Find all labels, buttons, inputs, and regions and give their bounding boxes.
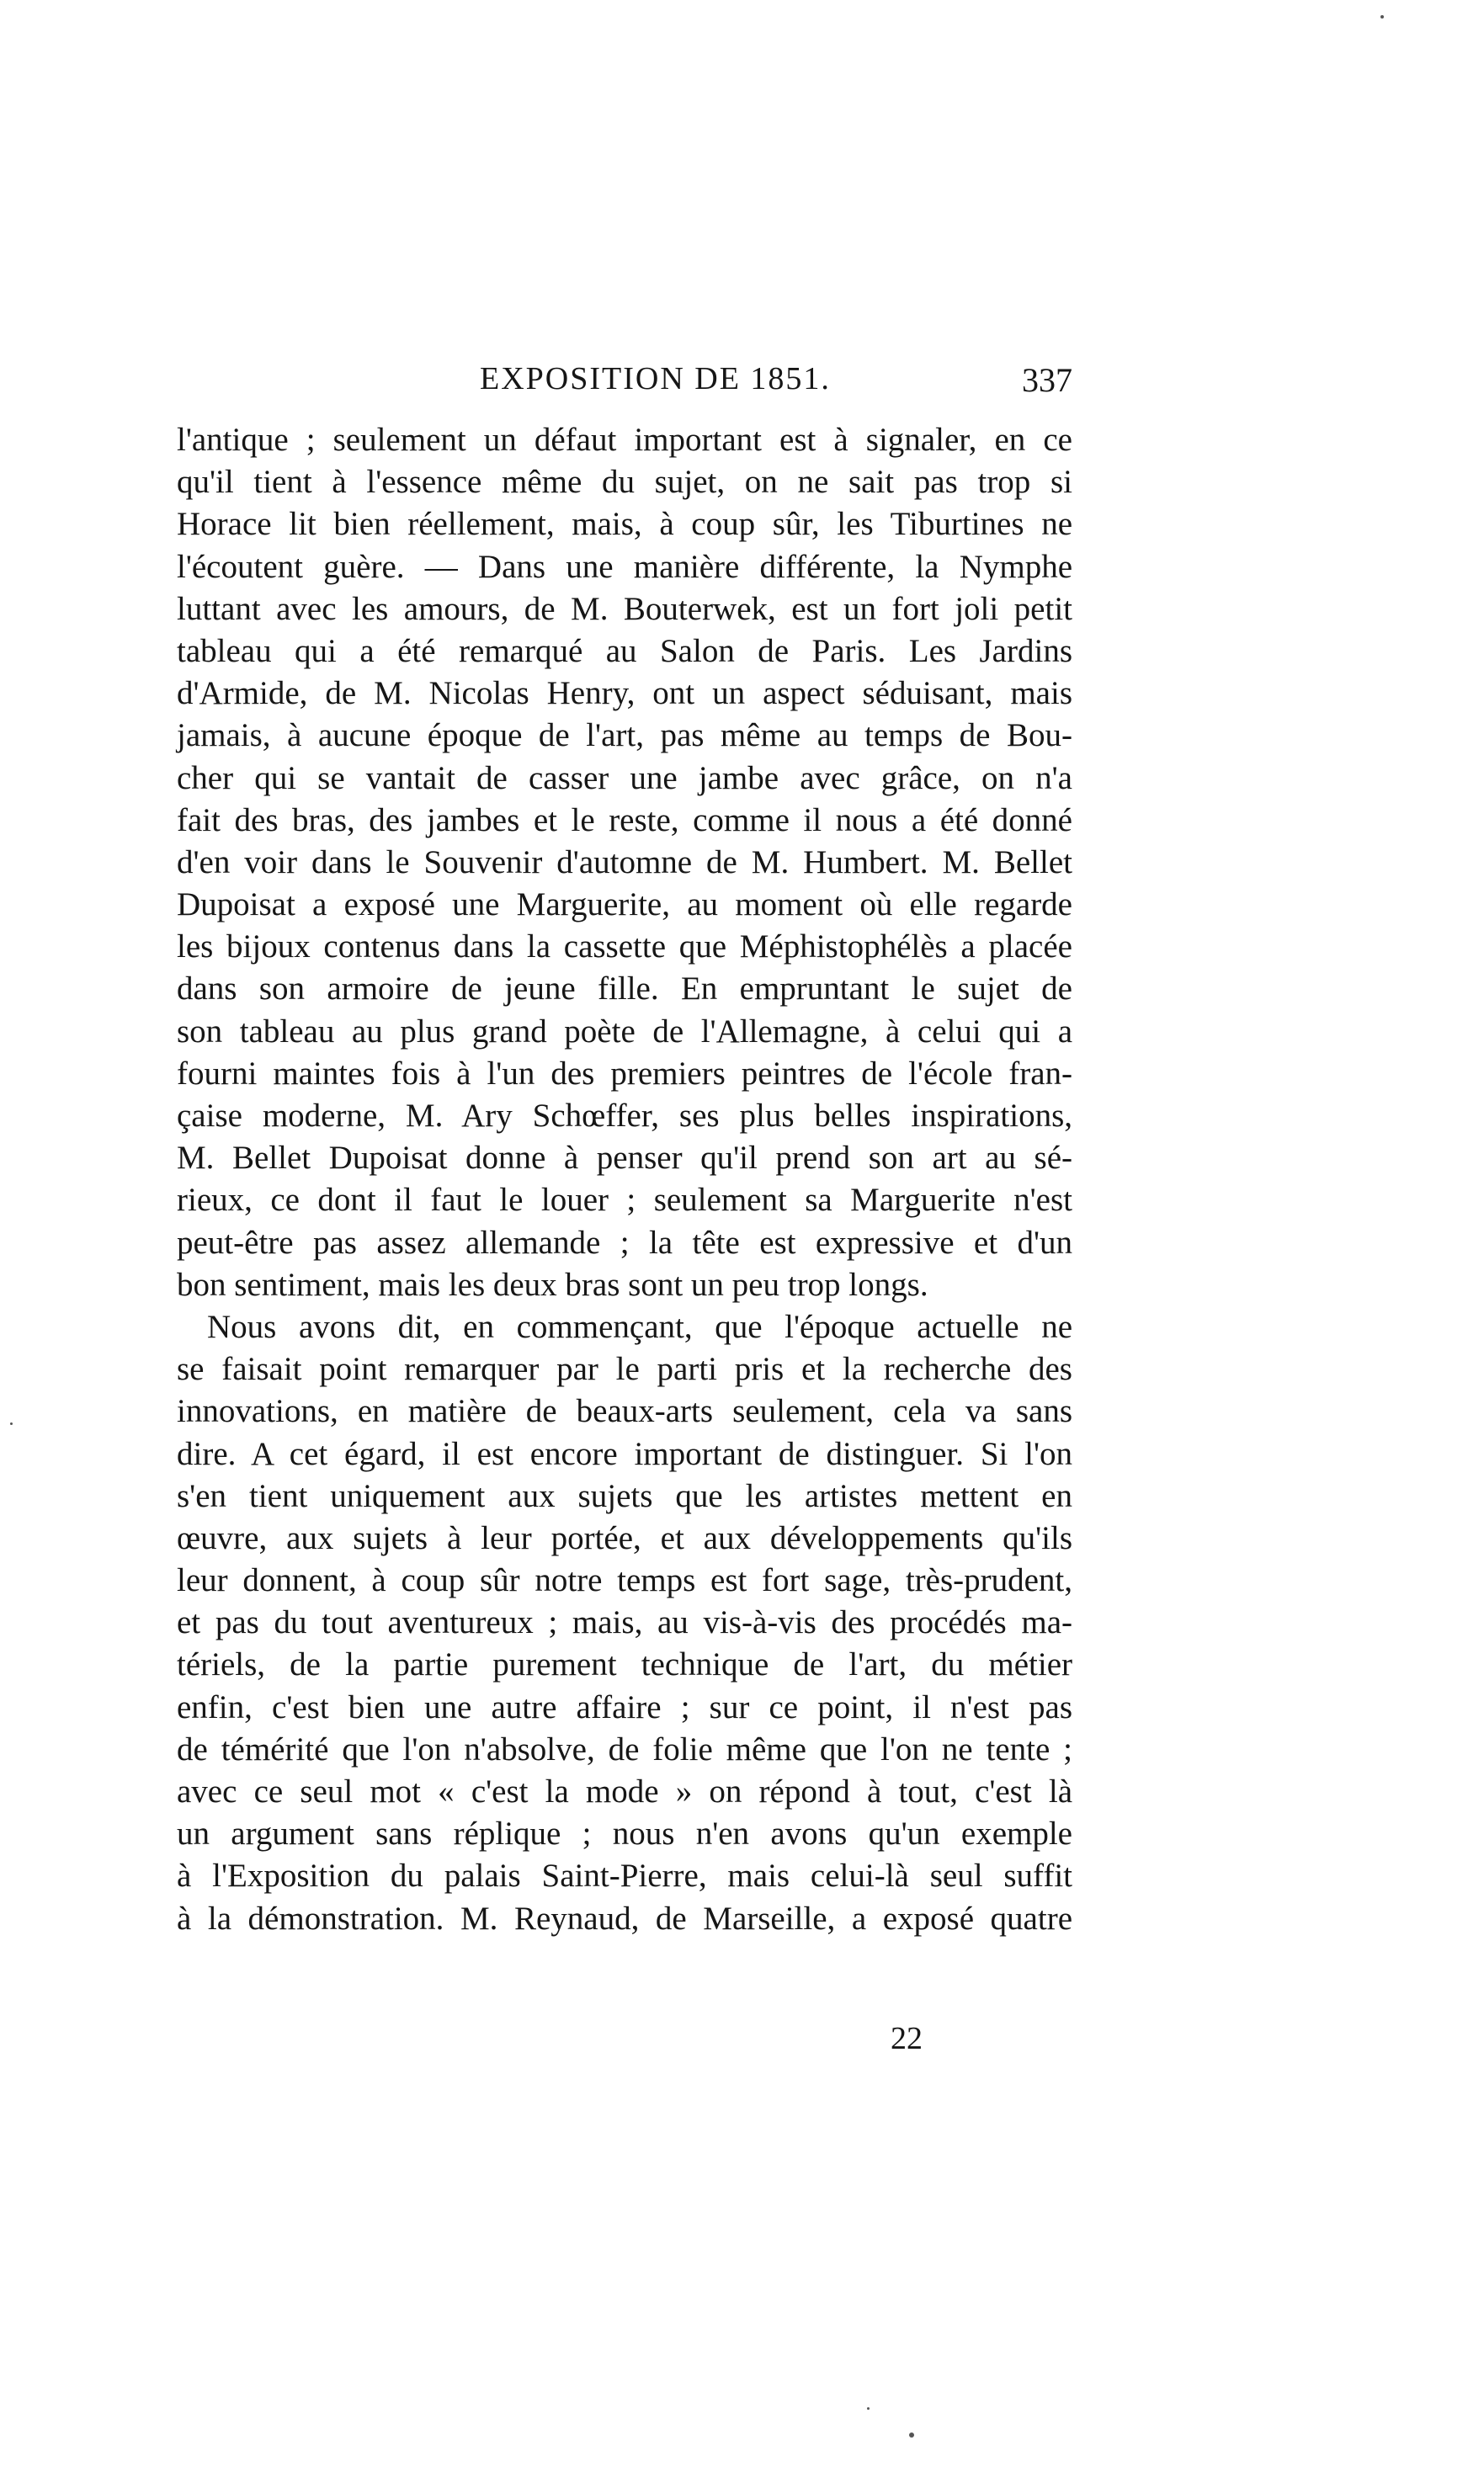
text-line: cher qui se vantait de casser une jambe avec grâce, on n'a <box>177 759 1072 796</box>
paper-speck <box>10 1422 13 1425</box>
text-line: se faisait point remarquer par le parti pris et la recherche des <box>177 1351 1072 1388</box>
text-line: avec ce seul mot « c'est la mode » on répond à tout, c'est là <box>177 1773 1072 1810</box>
text-line: çaise moderne, M. Ary Schœffer, ses plus belles inspirations, <box>177 1098 1072 1134</box>
text-line: et pas du tout aventureux ; mais, au vis-à-vis des procédés ma- <box>177 1604 1072 1641</box>
body-text <box>177 419 1072 1940</box>
page-number: 337 <box>1022 361 1072 399</box>
text-line: dire. A cet égard, il est encore important de distinguer. Si l'on <box>177 1435 1072 1472</box>
text-line: innovations, en matière de beaux-arts seulement, cela va sans <box>177 1393 1072 1430</box>
text-line: tériels, de la partie purement technique de l'art, du métier <box>177 1646 1072 1683</box>
text-line: d'Armide, de M. Nicolas Henry, ont un aspect séduisant, mais <box>177 675 1072 712</box>
text-line: œuvre, aux sujets à leur portée, et aux développements qu'ils <box>177 1519 1072 1556</box>
text-line: rieux, ce dont il faut le louer ; seulement sa Marguerite n'est <box>177 1182 1072 1219</box>
page-header <box>177 360 1072 411</box>
paper-speck <box>909 2432 914 2438</box>
text-line: fourni maintes fois à l'un des premiers peintres de l'école fran- <box>177 1055 1072 1092</box>
paper-speck <box>867 2407 870 2410</box>
text-line: un argument sans réplique ; nous n'en avons qu'un exemple <box>177 1816 1072 1853</box>
text-line: d'en voir dans le Souvenir d'automne de M. Humbert. M. Bellet <box>177 843 1072 880</box>
text-line: l'antique ; seulement un défaut important est à signaler, en ce <box>177 422 1072 458</box>
text-line: peut-être pas assez allemande ; la tête est expressive et d'un <box>177 1224 1072 1261</box>
text-line: les bijoux contenus dans la cassette que Méphistophélès a placée <box>177 928 1072 965</box>
text-line: qu'il tient à l'essence même du sujet, on ne sait pas trop si <box>177 464 1072 501</box>
text-line: tableau qui a été remarqué au Salon de Paris. Les Jardins <box>177 632 1072 669</box>
text-line: Horace lit bien réellement, mais, à coup sûr, les Tiburtines ne <box>177 506 1072 543</box>
text-line: dans son armoire de jeune fille. En empruntant le sujet de <box>177 970 1072 1008</box>
text-line: fait des bras, des jambes et le reste, comme il nous a été donné <box>177 801 1072 838</box>
text-line: M. Bellet Dupoisat donne à penser qu'il prend son art au sé- <box>177 1140 1072 1177</box>
text-line: à la démonstration. M. Reynaud, de Marseille, a exposé quatre <box>177 1900 1072 1937</box>
text-line: leur donnent, à coup sûr notre temps est fort sage, très-prudent, <box>177 1562 1072 1599</box>
running-title: EXPOSITION DE 1851. <box>480 361 831 396</box>
text-line: jamais, à aucune époque de l'art, pas même au temps de Bou- <box>177 717 1072 754</box>
text-line: l'écoutent guère. — Dans une manière différente, la Nymphe <box>177 548 1072 585</box>
text-line: luttant avec les amours, de M. Bouterwek, est un fort joli petit <box>177 590 1072 627</box>
text-line: enfin, c'est bien une autre affaire ; sur ce point, il n'est pas <box>177 1688 1072 1725</box>
text-line: Nous avons dit, en commençant, que l'époque actuelle ne <box>207 1308 1072 1345</box>
signature-mark: 22 <box>891 2021 923 2056</box>
text-line: de témérité que l'on n'absolve, de folie même que l'on ne tente ; <box>177 1731 1072 1768</box>
text-line: bon sentiment, mais les deux bras sont un peu trop longs. <box>177 1266 928 1303</box>
text-line: son tableau au plus grand poète de l'Allemagne, à celui qui a <box>177 1013 1072 1050</box>
text-line: à l'Exposition du palais Saint-Pierre, mais celui-là seul suffit <box>177 1858 1072 1895</box>
paper-speck <box>1380 15 1384 19</box>
text-line: Dupoisat a exposé une Marguerite, au moment où elle regarde <box>177 886 1072 923</box>
text-line: s'en tient uniquement aux sujets que les artistes mettent en <box>177 1477 1072 1514</box>
